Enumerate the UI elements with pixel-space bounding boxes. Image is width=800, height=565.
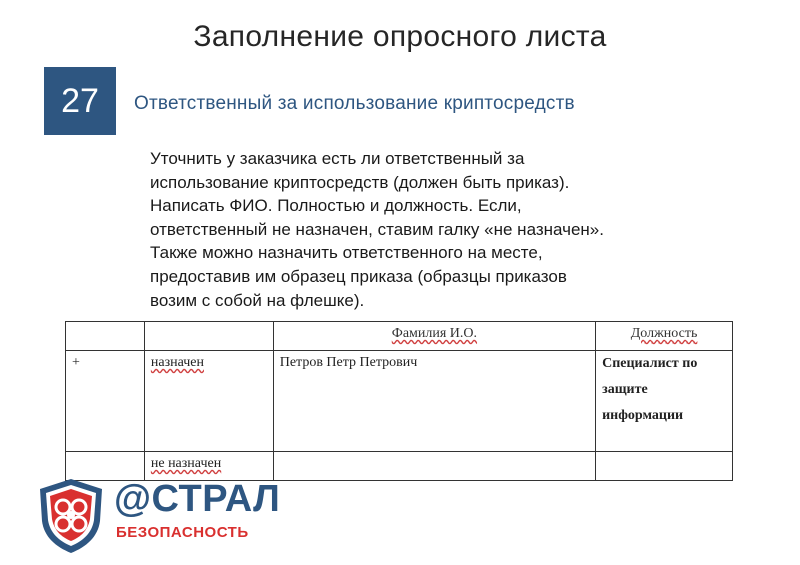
slide-number-badge: 27 [44, 67, 116, 135]
body-line: Написать ФИО. Полностью и должность. Если, [150, 196, 522, 216]
body-line: предоставив им образец приказа (образцы приказов [150, 266, 567, 286]
status-label: не назначен [150, 456, 222, 471]
status-label: назначен [150, 355, 204, 370]
body-line: возим с собой на флешке). [150, 290, 365, 310]
brand-name: @СТРАЛ [114, 478, 281, 520]
slide-title: Заполнение опросного листа [193, 20, 607, 53]
header-cell-position [596, 322, 733, 351]
status-cell [144, 452, 273, 481]
position-cell[interactable] [596, 452, 733, 481]
body-line: использование криптосредств (должен быть приказ). [150, 172, 570, 192]
body-line: ответственный не назначен, ставим галку «не назначен». [150, 219, 604, 239]
position-cell[interactable] [596, 351, 733, 452]
table-row [66, 351, 733, 452]
body-line: Уточнить у заказчика есть ли ответственный за [150, 149, 525, 168]
header-cell-status [144, 322, 273, 351]
position-line: информации [602, 408, 684, 423]
position-line: защите [602, 382, 648, 397]
name-cell[interactable] [273, 452, 595, 481]
header-position-label: Должность [630, 326, 698, 341]
shield-logo-icon [36, 477, 106, 555]
header-cell-name [273, 322, 595, 351]
position-line: Специалист по [602, 356, 698, 371]
header-cell-mark [66, 322, 145, 351]
responsible-person-table [65, 321, 733, 481]
body-line: Также можно назначить ответственного на месте, [150, 243, 543, 263]
status-cell [144, 351, 273, 452]
table-header-row [66, 322, 733, 351]
name-cell[interactable]: Петров Петр Петрович [273, 351, 595, 452]
header-name-label: Фамилия И.О. [391, 326, 478, 341]
mark-cell[interactable]: + [66, 351, 145, 452]
brand-subtitle: БЕЗОПАСНОСТЬ [116, 524, 249, 541]
section-heading: Ответственный за использование криптосредств [134, 93, 575, 114]
table-row [66, 452, 733, 481]
body-text [150, 147, 750, 312]
